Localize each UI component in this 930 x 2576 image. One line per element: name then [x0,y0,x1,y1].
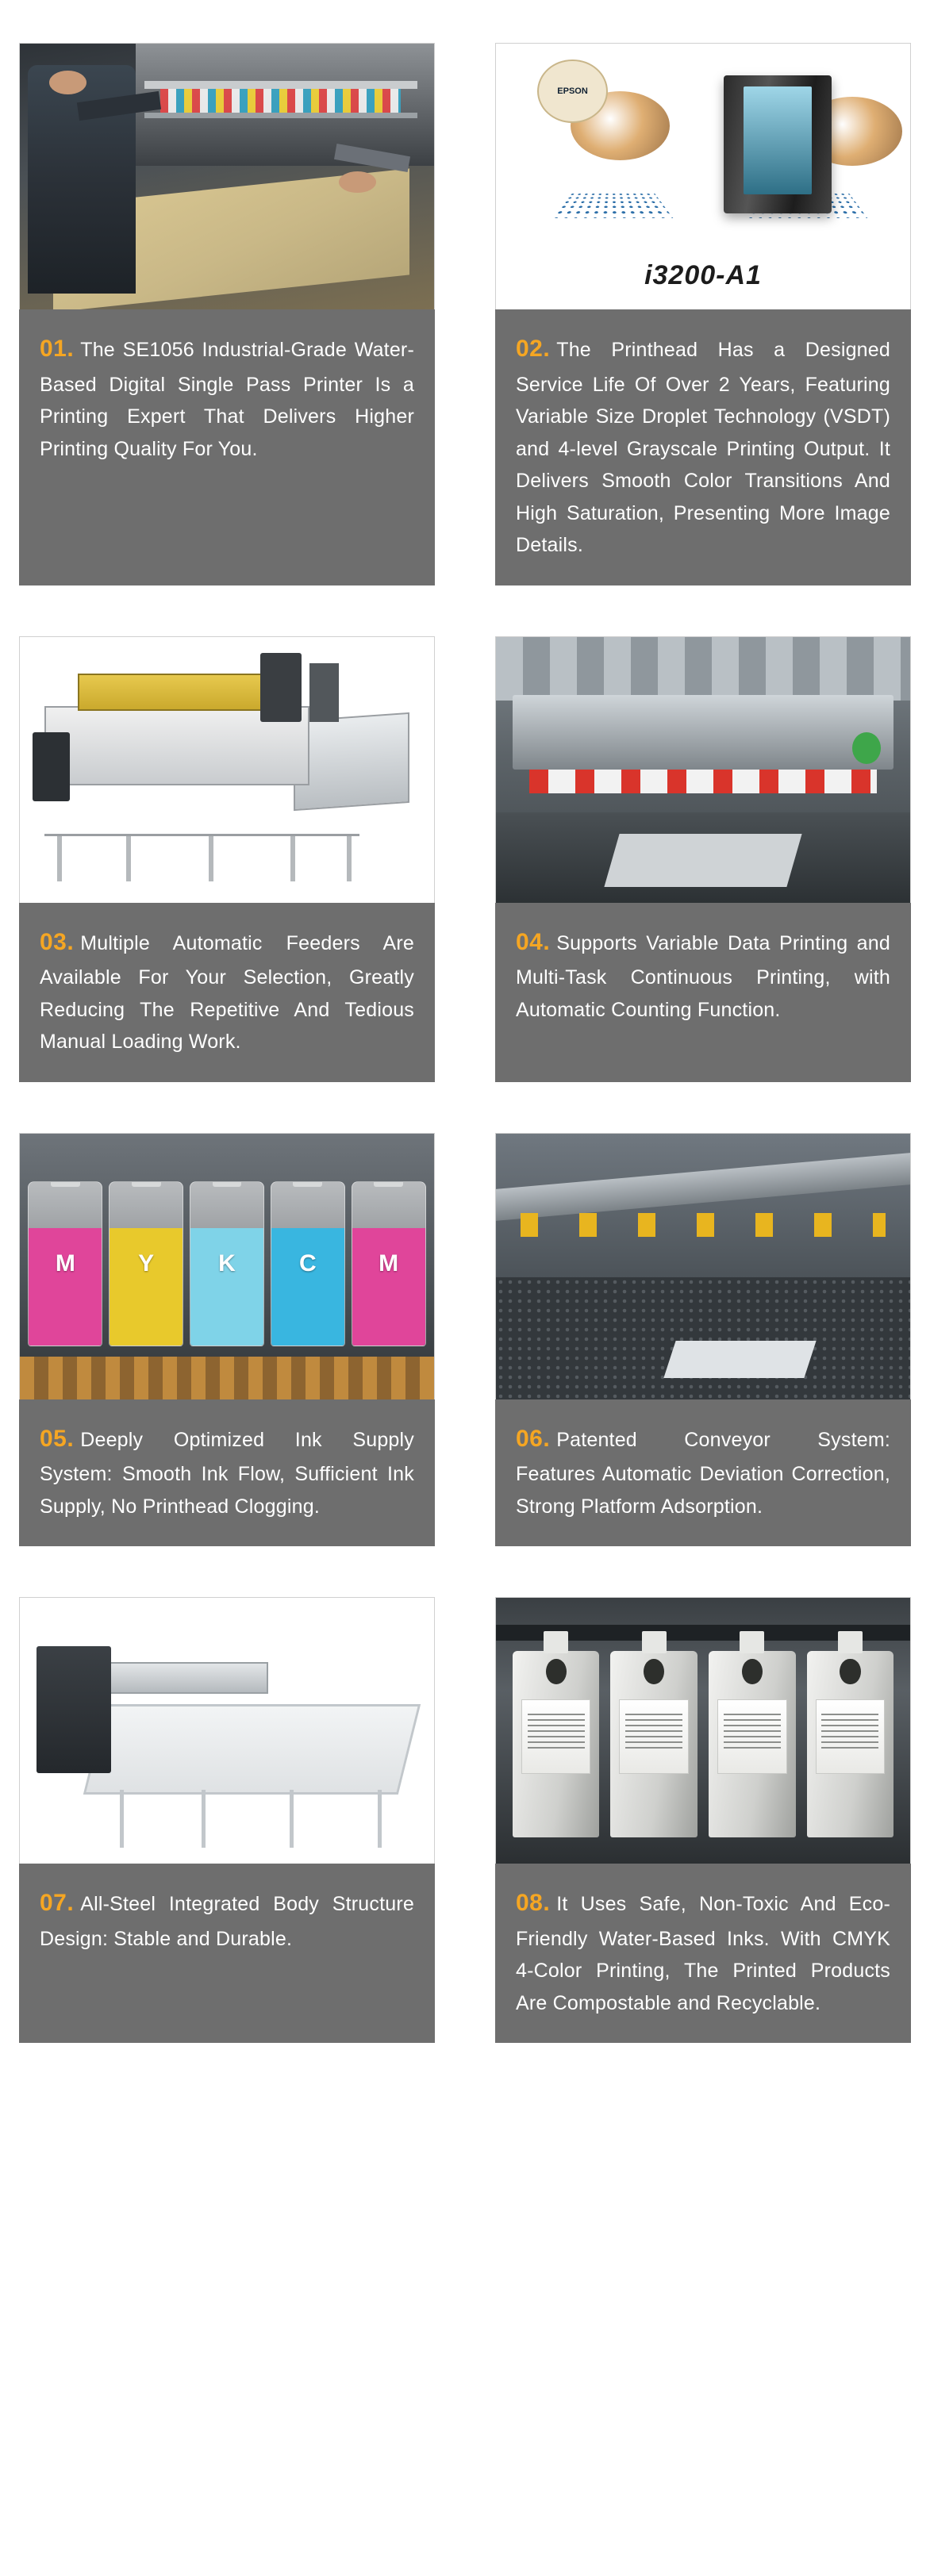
ink-bottle-cap [374,1181,403,1187]
ink-bottle-row [28,1181,425,1346]
feature-card-grid [19,43,911,2043]
feature-card-06-number: 06. [516,1425,551,1452]
ink-bottle-m-4 [352,1181,426,1346]
feature-card-08-description: It Uses Safe, Non-Toxic And Eco-Friendly Water-Based Inks. With CMYK 4-Color Printing, The Printed Products Are Compostable and Recyclable. [516,1893,890,2014]
feature-card-02-description: The Printhead Has a Designed Service Life Of Over 2 Years, Featuring Variable Size Droplet Technology (VSDT) and 4-level Grayscale Printing Output. It Delivers Smooth Color Transitions And High Saturation, Presenting More Image Details. [516,339,890,557]
printhead-model-label: i3200-A1 [644,259,762,290]
feature-card-03-number: 03. [40,928,75,955]
feature-card-02-number: 02. [516,336,551,362]
ink-bottle-label: Y [138,1250,155,1277]
ink-bottle-fill [271,1228,344,1346]
feature-card-05-description: Deeply Optimized Ink Supply System: Smooth Ink Flow, Sufficient Ink Supply, No Printhead Clogging. [40,1428,414,1518]
feature-card-08-text [516,1884,890,2019]
feature-card-03-description: Multiple Automatic Feeders Are Available For Your Selection, Greatly Reducing The Repetitive And Tedious Manual Loading Work. [40,931,414,1054]
feature-card-03-body [19,903,435,1082]
ink-bottle-cap [132,1181,161,1187]
feature-card-06-body [495,1399,911,1547]
feature-card-07 [19,1597,435,2043]
ink-bottle-label: C [299,1250,317,1277]
feature-card-05-number: 05. [40,1425,75,1452]
ink-bottle-cap [213,1181,242,1187]
feature-card-05-body [19,1399,435,1547]
feature-card-06-text [516,1420,890,1523]
ink-bottle-cap [293,1181,322,1187]
feature-card-01-number: 01. [40,336,75,362]
feature-card-02-body [495,309,911,585]
worker-operating-single-pass-printer-photo [19,43,435,309]
ink-bottle-y-1 [109,1181,183,1346]
feature-card-07-text [40,1884,414,1955]
feature-card-04-number: 04. [516,928,551,955]
feature-card-08 [495,1597,911,2043]
automatic-feeder-machine-photo [19,636,435,903]
feature-card-04-body [495,903,911,1082]
all-steel-body-structure-photo [19,1597,435,1864]
epson-badge: EPSON [537,60,608,123]
feature-card-07-description: All-Steel Integrated Body Structure Design: Stable and Durable. [40,1893,414,1950]
ink-bottle-label: K [218,1250,236,1277]
feature-card-01-description: The SE1056 Industrial-Grade Water-Based Digital Single Pass Printer Is a Printing Expert That Delivers Higher Printing Quality For You. [40,339,414,460]
ink-bottle-m-0 [28,1181,102,1346]
feature-card-01-body [19,309,435,585]
feature-card-02 [495,43,911,585]
feature-card-05 [19,1133,435,1547]
ink-bottle-fill [352,1228,425,1346]
feature-card-07-body [19,1864,435,2043]
feature-card-06 [495,1133,911,1547]
feature-card-04-text [516,923,890,1027]
feature-card-08-number: 08. [516,1890,551,1917]
feature-card-03-text [40,923,414,1058]
feature-card-01 [19,43,435,585]
feature-card-07-number: 07. [40,1890,75,1917]
ink-bottle-label: M [379,1250,399,1277]
ink-bottle-fill [29,1228,102,1346]
feature-card-04 [495,636,911,1082]
conveyor-belt-system-photo [495,1133,911,1399]
ink-bottle-k-2 [190,1181,264,1346]
epson-printhead-product-photo [495,43,911,309]
ink-bottle-label: M [55,1250,75,1277]
ink-bottle-fill [190,1228,263,1346]
ink-bottle-cap [51,1181,80,1187]
feature-card-05-text [40,1420,414,1523]
cmyk-ink-supply-bottles-photo [19,1133,435,1399]
feature-card-03 [19,636,435,1082]
feature-card-04-description: Supports Variable Data Printing and Multi-Task Continuous Printing, with Automatic Counting Function. [516,931,890,1021]
factory-printing-line-photo [495,636,911,903]
feature-card-06-description: Patented Conveyor System: Features Automatic Deviation Correction, Strong Platform Adsorption. [516,1428,890,1518]
water-based-ink-bottles-photo [495,1597,911,1864]
ink-bottle-c-3 [271,1181,345,1346]
feature-card-01-text [40,330,414,465]
feature-card-08-body [495,1864,911,2043]
ink-bottle-fill [110,1228,183,1346]
feature-card-02-text [516,330,890,562]
